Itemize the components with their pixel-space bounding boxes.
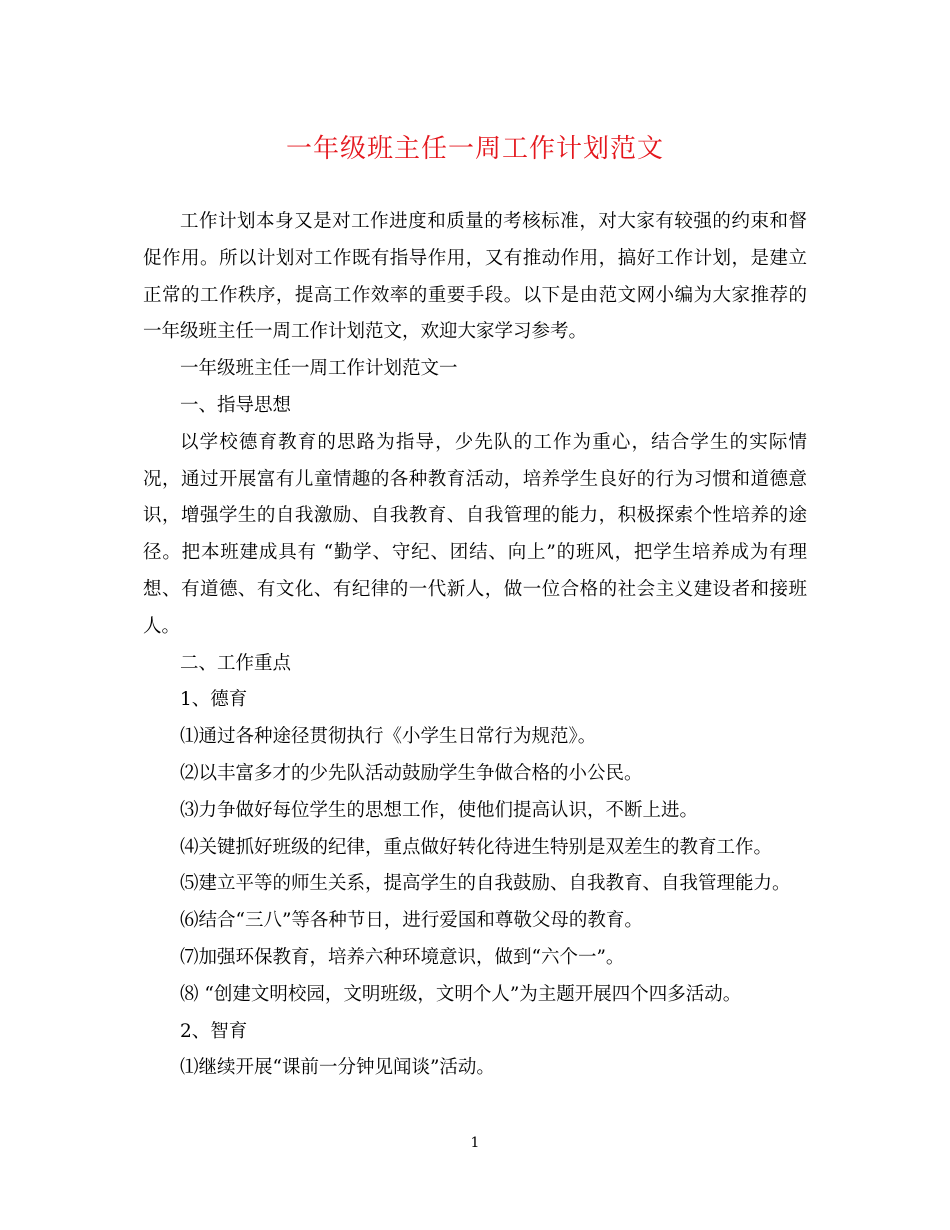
list-item: ⑵以丰富多才的少先队活动鼓励学生争做合格的小公民。 [180,762,643,784]
subsection-heading: 1、德育 [180,689,248,711]
section-heading: 一年级班主任一周工作计划范文一 [180,358,458,380]
list-item: ⑻ “创建文明校园，文明班级，文明个人”为主题开展四个四多活动。 [180,983,742,1005]
list-item: ⑶力争做好每位学生的思想工作，使他们提高认识，不断上进。 [180,799,699,821]
section-heading: 二、工作重点 [180,652,292,674]
page-number: 1 [470,1135,480,1151]
body-paragraph: 以学校德育教育的思路为指导，少先队的工作为重心，结合学生的实际情况，通过开展富有儿童情趣的各种教育活动，培养学生良好的行为习惯和道德意识，增强学生的自我激励、自我教育、自我管理的能力，积极探索个性培养的途径。把本班建成具有 “勤学、守纪、团结、向上”的班风，把学生培养成为有理想、有道德、有文化、有纪律的一代新人，做一位合格的社会主义建设者和接班人。 [143,431,807,637]
subsection-heading: 2、智育 [180,1020,248,1042]
list-item: ⑷关键抓好班级的纪律，重点做好转化待进生特别是双差生的教育工作。 [180,836,773,858]
list-item: ⑺加强环保教育，培养六种环境意识，做到“六个一”。 [180,946,625,968]
document-body [143,204,807,1087]
document-title: 一年级班主任一周工作计划范文 [285,134,664,164]
list-item: ⑴通过各种途径贯彻执行《小学生日常行为规范》。 [180,726,597,748]
list-item: ⑴继续开展“课前一分钟见闻谈”活动。 [180,1057,495,1079]
section-heading: 一、指导思想 [180,394,292,416]
list-item: ⑹结合“三八”等各种节日，进行爱国和尊敬父母的教育。 [180,910,643,932]
intro-paragraph: 工作计划本身又是对工作进度和质量的考核标准，对大家有较强的约束和督促作用。所以计划对工作既有指导作用，又有推动作用，搞好工作计划，是建立正常的工作秩序，提高工作效率的重要手段。以下是由范文网小编为大家推荐的一年级班主任一周工作计划范文，欢迎大家学习参考。 [143,211,807,343]
list-item: ⑸建立平等的师生关系，提高学生的自我鼓励、自我教育、自我管理能力。 [180,873,791,895]
